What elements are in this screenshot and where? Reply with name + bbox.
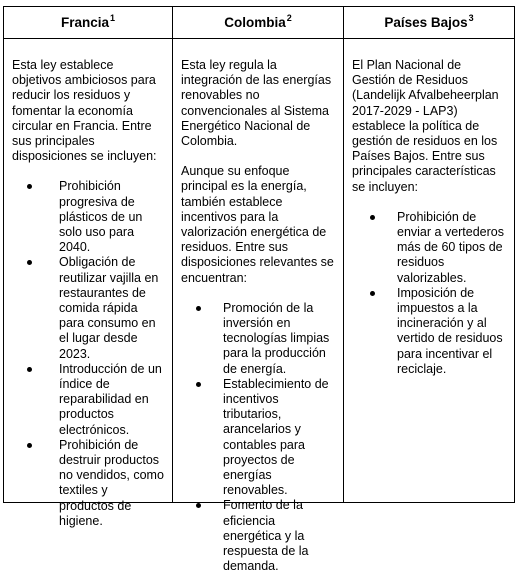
colombia-intro-2: Aunque su enfoque principal es la energía, también establece incentivos para la valorización energética de residuos. Entre sus disposiciones relevantes se encuentran:	[181, 164, 334, 285]
header-francia	[4, 7, 173, 38]
list-item: Prohibición progresiva de plásticos de un solo uso para 2040.	[12, 179, 164, 255]
list-item: Introducción de un índice de reparabilidad en productos electrónicos.	[12, 362, 164, 438]
colombia-list	[181, 301, 335, 575]
list-item: Prohibición de destruir productos no vendidos, como textiles y productos de higiene.	[12, 438, 164, 529]
table-header-row	[4, 7, 514, 39]
comparison-table	[3, 6, 515, 574]
footnote-marker: 1	[110, 12, 116, 23]
colombia-intro: Esta ley regula la integración de las energías renovables no convencionales al Sistema Energético Nacional de Colombia.	[181, 58, 332, 149]
footnote-marker: 2	[286, 12, 292, 23]
paises-bajos-list	[352, 210, 506, 377]
francia-intro: Esta ley establece objetivos ambiciosos para reducir los residuos y fomentar la economía circular en Francia. Entre sus principales disposiciones se incluyen:	[12, 58, 157, 164]
footnote-marker: 3	[468, 12, 474, 23]
list-item: Prohibición de enviar a vertederos más de 60 tipos de residuos valorizables.	[352, 210, 506, 286]
cell-colombia	[173, 39, 344, 574]
list-item: Fomento de la eficiencia energética y la respuesta de la demanda.	[181, 498, 335, 574]
header-colombia	[173, 7, 344, 38]
cell-paises-bajos	[344, 39, 514, 502]
header-paises-bajos-label: Países Bajos	[384, 15, 468, 30]
header-francia-label: Francia	[60, 15, 109, 30]
header-paises-bajos	[344, 7, 514, 38]
header-colombia-label: Colombia	[224, 15, 286, 30]
table-body-row	[4, 39, 514, 574]
list-item: Establecimiento de incentivos tributarios, arancelarios y contables para proyectos de energías renovables.	[181, 377, 335, 499]
list-item: Imposición de impuestos a la incineración y al vertido de residuos para incentivar el reciclaje.	[352, 286, 506, 377]
list-item: Obligación de reutilizar vajilla en restaurantes de comida rápida para consumo en el lugar desde 2023.	[12, 255, 164, 361]
list-item: Promoción de la inversión en tecnologías limpias para la producción de energía.	[181, 301, 335, 377]
cell-francia	[4, 39, 173, 528]
paises-bajos-intro: El Plan Nacional de Gestión de Residuos (Landelijk Afvalbeheerplan 2017-2029 - LAP3) establece la política de gestión de residuos en los Países Bajos. Entre sus principales características se incluyen:	[352, 58, 499, 194]
francia-list	[12, 179, 164, 529]
